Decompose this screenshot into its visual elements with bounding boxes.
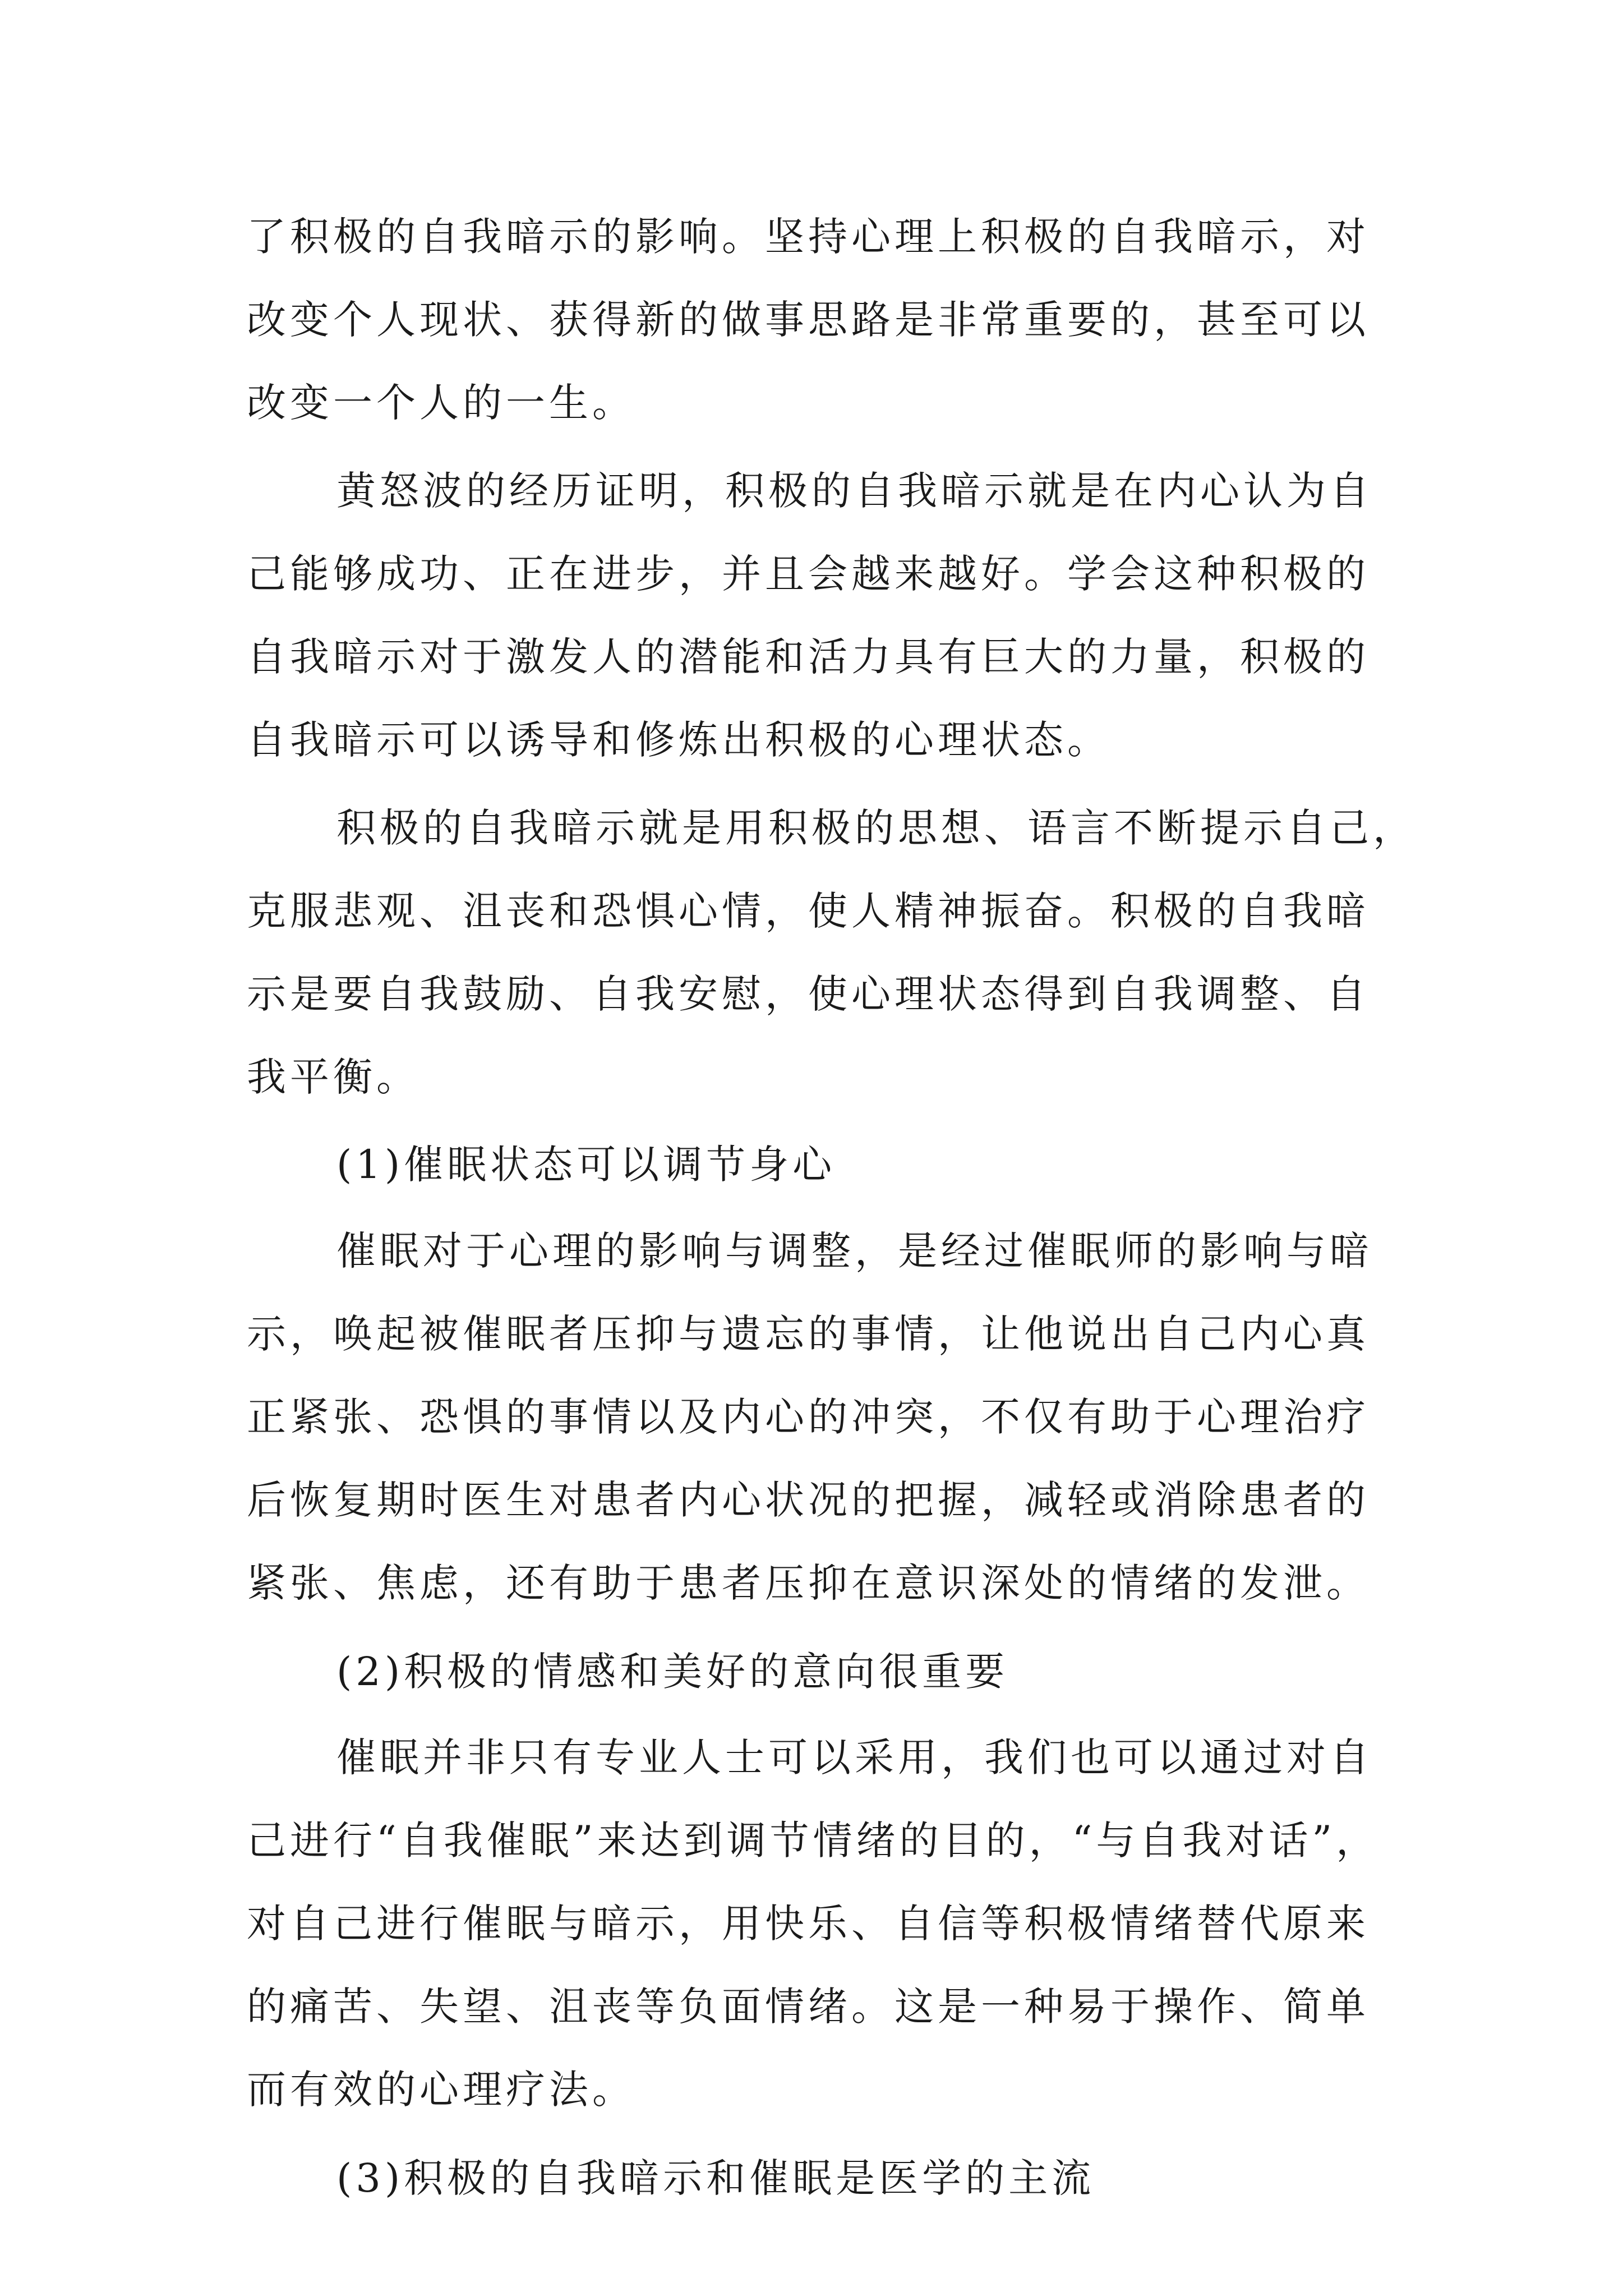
text-line: 自我暗示可以诱导和修炼出积极的心理状态。 xyxy=(247,717,1110,763)
text-line: 而有效的心理疗法。 xyxy=(247,2067,635,2113)
text-line: 催眠并非只有专业人士可以采用，我们也可以通过对自 xyxy=(336,1734,1373,1780)
text-line: 示，唤起被催眠者压抑与遗忘的事情，让他说出自己内心真 xyxy=(247,1311,1370,1357)
text-line: 后恢复期时医生对患者内心状况的把握，减轻或消除患者的 xyxy=(247,1477,1370,1523)
text-line: 己进行“自我催眠”来达到调节情绪的目的，“与自我对话”， xyxy=(247,1818,1380,1864)
text-line: 紧张、焦虑，还有助于患者压抑在意识深处的情绪的发泄。 xyxy=(247,1560,1370,1606)
text-line: 正紧张、恐惧的事情以及内心的冲突，不仅有助于心理治疗 xyxy=(247,1394,1370,1440)
text-line: 积极的自我暗示就是用积极的思想、语言不断提示自己， xyxy=(336,805,1416,851)
section-heading: (2)积极的情感和美好的意向很重要 xyxy=(336,1649,1009,1695)
text-line: 我平衡。 xyxy=(247,1054,419,1100)
text-line: 对自己进行催眠与暗示，用快乐、自信等积极情绪替代原来 xyxy=(247,1901,1370,1947)
section-heading: (1)催眠状态可以调节身心 xyxy=(336,1142,836,1188)
text-line: 黄怒波的经历证明，积极的自我暗示就是在内心认为自 xyxy=(336,468,1373,514)
text-line: 催眠对于心理的影响与调整，是经过催眠师的影响与暗 xyxy=(336,1228,1373,1274)
section-heading: (3)积极的自我暗示和催眠是医学的主流 xyxy=(336,2155,1095,2201)
text-line: 己能够成功、正在进步，并且会越来越好。学会这种积极的 xyxy=(247,551,1370,597)
text-line: 了积极的自我暗示的影响。坚持心理上积极的自我暗示，对 xyxy=(247,214,1370,260)
text-line: 自我暗示对于激发人的潜能和活力具有巨大的力量，积极的 xyxy=(247,634,1370,680)
text-line: 改变一个人的一生。 xyxy=(247,380,635,426)
text-line: 改变个人现状、获得新的做事思路是非常重要的，甚至可以 xyxy=(247,297,1370,343)
text-line: 克服悲观、沮丧和恐惧心情，使人精神振奋。积极的自我暗 xyxy=(247,888,1370,934)
text-line: 示是要自我鼓励、自我安慰，使心理状态得到自我调整、自 xyxy=(247,971,1370,1017)
text-line: 的痛苦、失望、沮丧等负面情绪。这是一种易于操作、简单 xyxy=(247,1984,1370,2030)
